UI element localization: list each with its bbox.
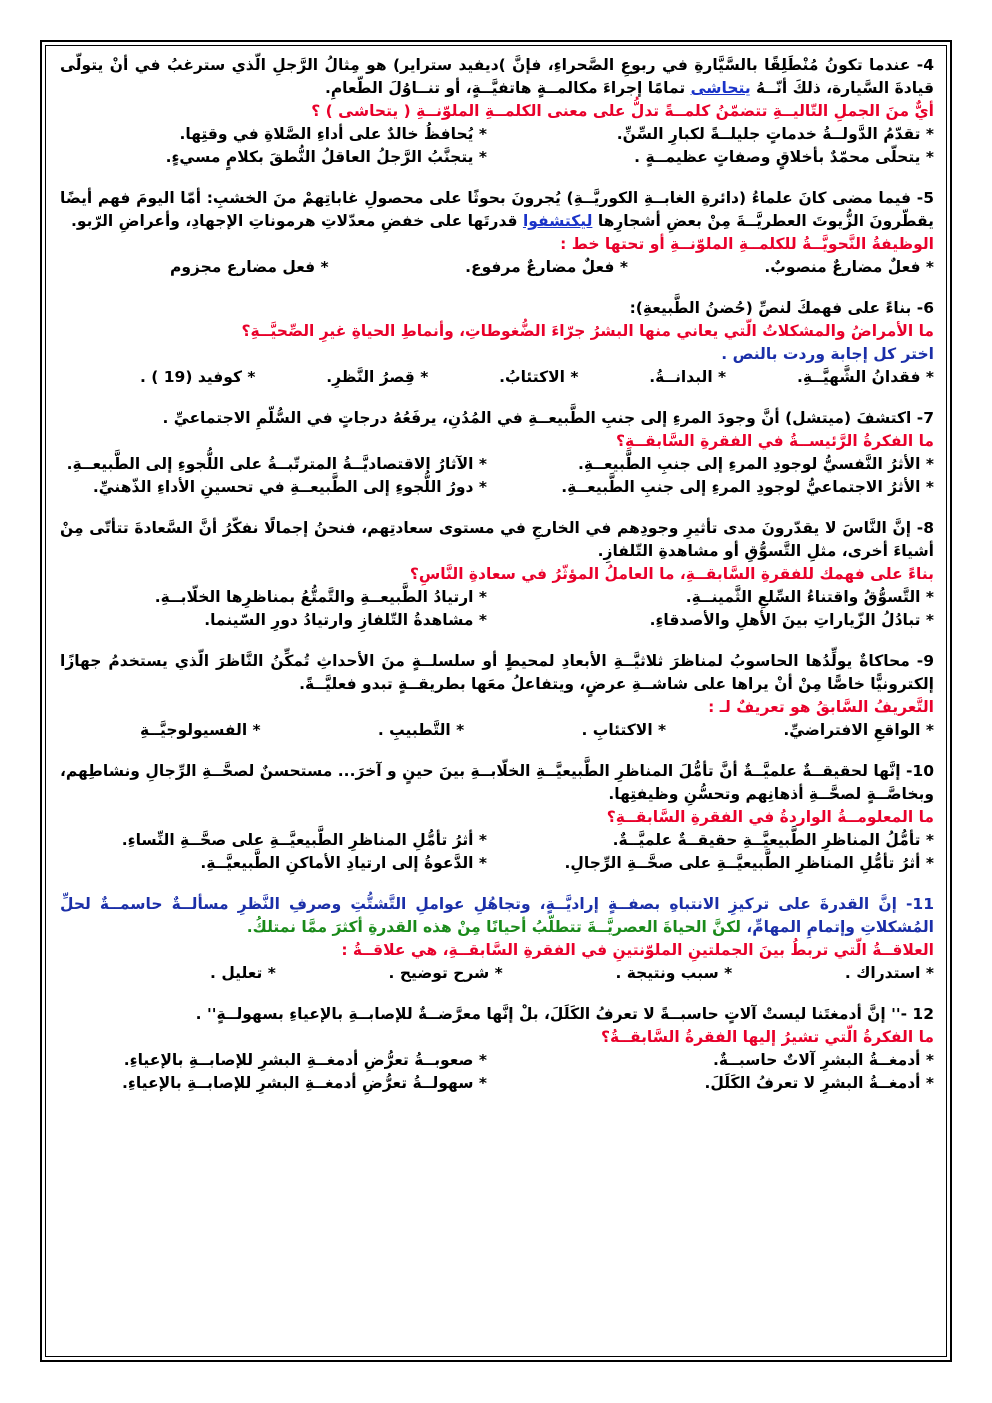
question-6-option-1[interactable]: * فقدانُ الشَّهيَّــةِ. bbox=[796, 368, 934, 386]
question-4-highlighted-word: يتحاشى bbox=[690, 79, 751, 97]
question-9-option-3[interactable]: * التَّطبيبِ . bbox=[377, 721, 465, 739]
question-4-option-2[interactable]: * يُحافظُ خالدٌ على أداءِ الصَّلاةِ في وقتِها. bbox=[179, 125, 487, 143]
question-8-prompt: بناءً على فهمك للفقرةِ السَّابقــةِ، ما العاملُ المؤثّرُ في سعادةِ النَّاسِ؟ bbox=[409, 565, 934, 583]
question-10-option-1[interactable]: * تأمُّلُ المناظرِ الطَّبيعيَّــةِ حقيقــةٌ علميَّــةٌ. bbox=[612, 831, 934, 849]
question-12-prompt: ما الفكرةُ الّتي تشيرُ إليها الفقرةُ السَّابقــةُ؟ bbox=[600, 1028, 934, 1046]
question-7-options bbox=[60, 453, 934, 499]
question-11-prompt: العلاقــةُ الّتي تربطُ بينَ الجملتينِ الملوّنتينِ في الفقرةِ السَّابقــةِ، هي علاقــةُ : bbox=[341, 941, 934, 959]
question-9-prompt: التَّعريفُ السَّابقُ هو تعريفٌ لـ : bbox=[708, 698, 934, 716]
question-11-option-1[interactable]: * استدراك . bbox=[844, 964, 934, 982]
question-5-option-1[interactable]: * فعلٌ مضارعٌ منصوبٌ. bbox=[764, 258, 934, 276]
question-6-options bbox=[60, 366, 934, 389]
question-4-options bbox=[60, 123, 934, 169]
question-5-stem-before: 5- فيما مضى كانَ علماءُ (دائرةِ الغابــةِ الكوريَّــةِ) يُجرونَ بحوثًا على محصولِ غاباتِهمْ منَ الخشبِ: أمّا اليومَ فهم أيضًا يقطّرونَ الزُّيوتَ العطريَّــةَ مِنْ بعضِ أشجارِها bbox=[60, 189, 934, 230]
question-7-option-2[interactable]: * الآثارُ الاقتصاديَّــةُ المترتّبــةُ على اللُّجوءِ إلى الطَّبيعــةِ. bbox=[66, 455, 487, 473]
question-5-highlighted-word: ليكتشفوا bbox=[522, 212, 593, 230]
question-10 bbox=[60, 760, 934, 875]
question-10-stem: 10- إنَّها لحقيقــةٌ علميَّــةٌ أنَّ تأمُّلَ المناظرِ الطَّبيعيَّــةِ الخلّابــةِ بينَ حينٍ و آخرَ... مستحسنٌ لصحَّــةِ الرِّجالِ ونشاطِهم، وبخاصَّــةٍ لصحَّــةِ أذهانِهم وتحسُّنِ وظيفتِها. bbox=[60, 762, 934, 803]
question-7-stem: 7- اكتشفَ (ميتشل) أنَّ وجودَ المرءِ إلى جنبِ الطَّبيعــةِ في المُدُنِ، يرفَعُهُ درجاتٍ في السُّلّمِ الاجتماعيِّ . bbox=[162, 409, 934, 427]
question-6-option-2[interactable]: * البدانــةُ. bbox=[649, 368, 727, 386]
question-6 bbox=[60, 297, 934, 389]
question-7-option-3[interactable]: * الأثرُ الاجتماعيُّ لوجودِ المرءِ إلى جنبِ الطَّبيعــةِ. bbox=[561, 478, 934, 496]
question-12-option-3[interactable]: * أدمغــةُ البشرِ لا تعرفُ الكَلَلَ. bbox=[704, 1074, 934, 1092]
question-7-option-1[interactable]: * الأثرُ النَّفسيُّ لوجودِ المرءِ إلى جنبِ الطَّبيعــةِ. bbox=[578, 455, 934, 473]
question-11-option-3[interactable]: * شرح توضيح . bbox=[388, 964, 503, 982]
question-6-option-5[interactable]: * كوفيد (19 ) . bbox=[140, 368, 256, 386]
question-12-options bbox=[60, 1049, 934, 1095]
question-4-option-4[interactable]: * يتجنَّبُ الرَّجلُ العاقلُ النُّطقَ بكلامٍ مسيءٍ. bbox=[165, 148, 487, 166]
question-12-option-1[interactable]: * أدمغــةُ البشرِ آلاتٌ حاسبــةٌ. bbox=[712, 1051, 934, 1069]
question-12-stem: 12 -'' إنَّ أدمغتَنا ليستْ آلاتٍ حاسبــةً لا تعرفُ الكَلَلَ، بلْ إنَّها معرَّضــةٌ للإصابــةِ بالإعياءِ بسهولــةٍ'' . bbox=[195, 1005, 934, 1023]
question-6-prompt: ما الأمراضُ والمشكلاتُ الّتي يعاني منها البشرُ جرّاءَ الضُّغوطاتِ، وأنماطِ الحياةِ غيرِ الصِّحيَّــةِ؟ bbox=[241, 322, 934, 340]
question-5 bbox=[60, 187, 934, 279]
question-5-options bbox=[60, 256, 934, 279]
exam-content bbox=[60, 54, 934, 1113]
question-11-stem-second-sentence: لكنَّ الحياةَ العصريَّــةَ تتطلّبُ أحيانًا مِنْ هذه القدرةِ أكثرَ ممَّا نمتلكُ. bbox=[246, 918, 741, 936]
question-11-stem bbox=[60, 893, 934, 939]
question-6-instruction: اختر كل إجابة وردت بالنص . bbox=[721, 345, 934, 363]
question-10-options bbox=[60, 829, 934, 875]
question-4-stem-after: تمامًا إجراءَ مكالمــةٍ هاتفيَّــةٍ، أو تنــاوُلَ الطّعامِ. bbox=[324, 79, 686, 97]
question-7-option-4[interactable]: * دورُ اللُّجوءِ إلى الطَّبيعــةِ في تحسينِ الأداءِ الذّهنيِّ. bbox=[92, 478, 487, 496]
question-11-stem-first-sentence: 11- إنَّ القدرةَ على تركيزِ الانتباهِ بصفــةٍ إراديَّــةٍ، وتجاهُلِ عواملِ التَّشتُّتِ وصرفِ النَّظرِ مسألــةٌ حاسمــةٌ لحلِّ المُشكلاتِ وإتمامِ المهامِّ، bbox=[60, 895, 934, 936]
question-9-stem: 9- محاكاةٌ يولِّدُها الحاسوبُ لمناظرَ ثلاثيَّــةِ الأبعادِ لمحيطٍ أو سلسلــةٍ منَ الأحداثِ تُمكِّنُ النَّاظرَ الّذي يستخدمُ جهازًا إلكترونيًّا خاصًّا مِنْ أنْ يراها على شاشــةِ عرضٍ، ويتفاعلُ معَها بطريقــةٍ تبدو فعليَّــةً. bbox=[60, 652, 934, 693]
question-9-options bbox=[60, 719, 934, 742]
question-9-option-4[interactable]: * الفسيولوجيَّــةِ bbox=[140, 721, 261, 739]
question-5-stem bbox=[60, 187, 934, 233]
question-11-option-4[interactable]: * تعليل . bbox=[210, 964, 276, 982]
question-10-option-2[interactable]: * أثرُ تأمُّلِ المناظرِ الطَّبيعيَّــةِ على صحَّــةِ النِّساءِ. bbox=[121, 831, 487, 849]
question-10-option-3[interactable]: * أثرُ تأمُّلِ المناظرِ الطَّبيعيَّــةِ على صحَّــةِ الرِّجالِ. bbox=[564, 854, 934, 872]
question-5-option-2[interactable]: * فعلٌ مضارعٌ مرفوع. bbox=[465, 258, 628, 276]
question-5-stem-after: قدرتَها على خفضِ معدّلاتِ هرموناتِ الإجهادِ، وأعراضِ الرّبو. bbox=[71, 212, 518, 230]
question-6-stem: 6- بناءً على فهمكَ لنصِّ (حُضنُ الطَّبيعةِ): bbox=[629, 299, 934, 317]
question-4 bbox=[60, 54, 934, 169]
question-9 bbox=[60, 650, 934, 742]
question-5-prompt: الوظيفةُ النَّحويَّــةُ للكلمــةِ الملوّنــةِ أو تحتها خط : bbox=[560, 235, 934, 253]
question-8-option-2[interactable]: * ارتيادُ الطَّبيعــةِ والتَّمتُّعُ بمناظرِها الخلّابــةِ. bbox=[154, 588, 487, 606]
question-12-option-4[interactable]: * سهولــةُ تعرُّضِ أدمغــةِ البشرِ للإصابــةِ بالإعياءِ. bbox=[122, 1074, 487, 1092]
question-11-options bbox=[60, 962, 934, 985]
question-4-option-1[interactable]: * تقدّمُ الدَّولــةُ خدماتٍ جليلــةً لكبارِ السِّنِّ. bbox=[616, 125, 934, 143]
question-8-options bbox=[60, 586, 934, 632]
question-8 bbox=[60, 517, 934, 632]
question-10-option-4[interactable]: * الدَّعوةُ إلى ارتيادِ الأماكنِ الطَّبيعيَّــةِ. bbox=[200, 854, 487, 872]
question-9-option-1[interactable]: * الواقعِ الافتراضيِّ. bbox=[783, 721, 934, 739]
question-4-prompt: أيٌّ منَ الجملِ التّاليــةِ تتضمّنُ كلمــةً تدلُّ على معنى الكلمــةِ الملوّنــةِ ( يتحاشى ) ؟ bbox=[311, 102, 934, 120]
question-11 bbox=[60, 893, 934, 985]
question-8-option-1[interactable]: * التَّسوُّقُ واقتناءُ السِّلعِ الثَّمينــةِ. bbox=[685, 588, 934, 606]
question-4-option-3[interactable]: * يتحلّى محمّدٌ بأخلاقٍ وصفاتٍ عظيمــةٍ . bbox=[634, 148, 934, 166]
question-4-stem bbox=[60, 54, 934, 100]
question-5-option-3[interactable]: * فعل مضارع مجزوم bbox=[170, 258, 329, 276]
question-7 bbox=[60, 407, 934, 499]
question-8-stem: 8- إنَّ النَّاسَ لا يقدّرونَ مدى تأثيرِ وجودِهم في الخارجِ في مستوى سعادتِهم، فنحنُ إجمالًا نفكّرُ أنَّ السَّعادةَ تتأتّى مِنْ أشياءَ أخرى، مثلِ التَّسوُّقِ أو مشاهدةِ التّلفازِ. bbox=[60, 519, 934, 560]
question-10-prompt: ما المعلومــةُ الواردةُ في الفقرةِ السَّابقــةِ؟ bbox=[606, 808, 934, 826]
question-7-prompt: ما الفكرةُ الرَّئيســةُ في الفقرةِ السَّابقــةِ؟ bbox=[616, 432, 934, 450]
question-12 bbox=[60, 1003, 934, 1095]
question-11-option-2[interactable]: * سبب ونتيجة . bbox=[615, 964, 733, 982]
question-4-stem-before: 4- عندما تكونُ مُنْطَلِقًا بالسَّيَّارةِ في ربوعِ الصَّحراءِ، فإنَّ )ديفيد ستراير) هو مِثالُ الرَّجلِ الّذي سترغبُ في أنْ يتولّى قيادةَ السَّيارة، ذلكَ أنّــهُ bbox=[60, 56, 934, 97]
question-8-option-4[interactable]: * مشاهدةُ التّلفازِ وارتيادُ دورِ السّينما. bbox=[204, 611, 487, 629]
question-12-option-2[interactable]: * صعوبــةُ تعرُّضِ أدمغــةِ البشرِ للإصابــةِ بالإعياءِ. bbox=[123, 1051, 487, 1069]
question-8-option-3[interactable]: * تبادُلُ الزّياراتِ بينَ الأهلِ والأصدقاءِ. bbox=[649, 611, 934, 629]
question-9-option-2[interactable]: * الاكتئابِ . bbox=[581, 721, 667, 739]
question-6-option-3[interactable]: * الاكتئابُ. bbox=[499, 368, 579, 386]
question-6-option-4[interactable]: * قِصرُ النَّظرِ. bbox=[326, 368, 429, 386]
